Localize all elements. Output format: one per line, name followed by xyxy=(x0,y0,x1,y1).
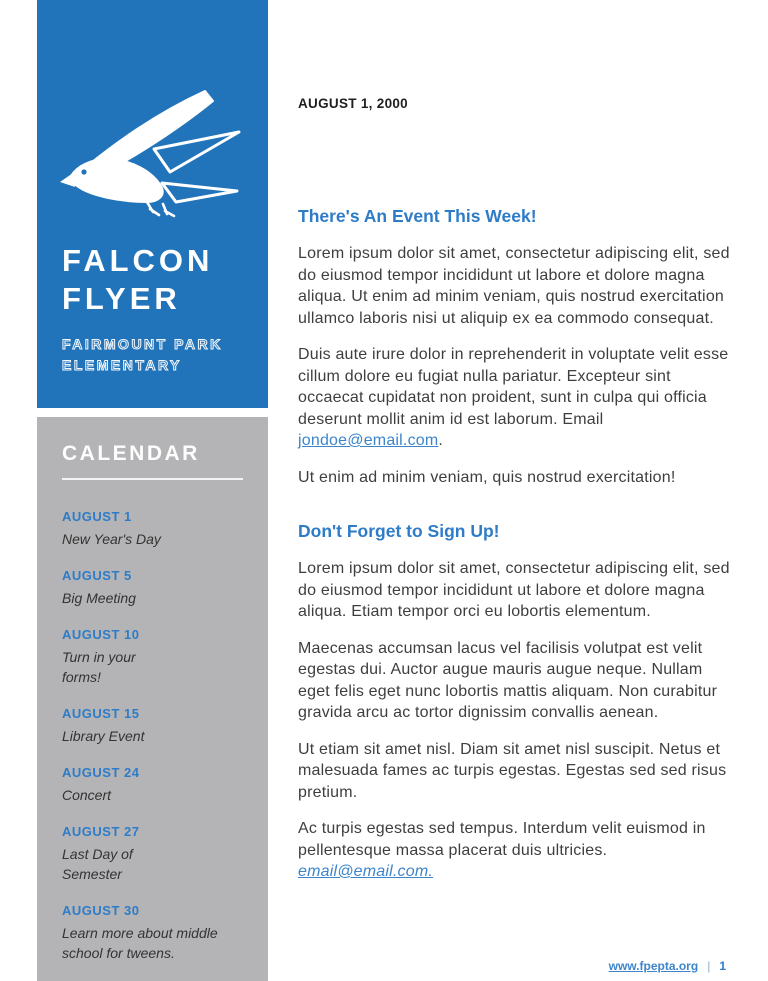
paragraph: Lorem ipsum dolor sit amet, consectetur adipiscing elit, sed do eiusmod tempor incididunt ut labore et dolore magna aliqua. Ut enim ad minim veniam, quis nostrud exercitation ullamco laboris nisi ut aliquip ex ea commodo consequat. xyxy=(298,245,730,327)
school-name xyxy=(37,334,268,376)
calendar-event xyxy=(62,706,243,746)
calendar-event xyxy=(62,509,243,549)
school-name-line2: ELEMENTARY xyxy=(62,357,182,373)
event-date: AUGUST 5 xyxy=(62,568,132,583)
paragraph: Maecenas accumsan lacus vel facilisis volutpat est velit egestas dui. Auctor augue mauris augue neque. Nullam eget felis eget nunc lobortis mattis aliquam. Non curabitur gravida arcu ac tortor dignissim convallis aenean. xyxy=(298,639,718,721)
event-date: AUGUST 27 xyxy=(62,824,140,839)
calendar-event xyxy=(62,568,243,608)
event-date: AUGUST 24 xyxy=(62,765,140,780)
calendar-panel xyxy=(37,417,268,981)
paragraph-text: Duis aute irure dolor in reprehenderit in voluptate velit esse cillum dolore eu fugiat nulla pariatur. Excepteur sint occaecat cupidatat non proident, sunt in culpa qui officia deserunt mollit anim id est laborum. Email xyxy=(298,346,729,428)
calendar-event xyxy=(62,765,243,805)
sidebar xyxy=(37,0,268,977)
event-description: New Year's Day xyxy=(62,531,161,547)
paragraph-with-email xyxy=(298,344,738,452)
calendar-events xyxy=(62,509,243,963)
newsletter-title xyxy=(37,242,268,318)
calendar-event xyxy=(62,824,243,884)
calendar-event xyxy=(62,627,243,687)
calendar-event xyxy=(62,903,243,963)
paragraph: Ut enim ad minim veniam, quis nostrud exercitation! xyxy=(298,468,676,486)
footer-separator: | xyxy=(707,959,711,973)
event-date: AUGUST 30 xyxy=(62,903,140,918)
event-description: Big Meeting xyxy=(62,590,136,606)
event-date: AUGUST 15 xyxy=(62,706,140,721)
paragraph: Ut etiam sit amet nisl. Diam sit amet nisl suscipit. Netus et malesuada fames ac turpis egestas. Egestas sed sed risus pretium. xyxy=(298,740,727,801)
section-heading-sign-up: Don't Forget to Sign Up! xyxy=(298,521,500,541)
email-link-jondoe[interactable]: jondoe@email.com xyxy=(298,432,439,449)
calendar-heading: CALENDAR xyxy=(62,442,200,465)
school-name-line1: FAIRMOUNT PARK xyxy=(62,336,223,352)
section-heading-event-this-week: There's An Event This Week! xyxy=(298,206,537,226)
paragraph-text: Ac turpis egestas sed tempus. Interdum velit euismod in pellentesque massa placerat duis ultricies. xyxy=(298,820,706,859)
newsletter-title-line1: FALCON xyxy=(62,243,214,278)
event-description: Turn in your forms! xyxy=(62,649,136,685)
paragraph-with-email xyxy=(298,818,738,883)
event-date: AUGUST 1 xyxy=(62,509,132,524)
email-link-generic[interactable]: email@email.com. xyxy=(298,863,434,880)
brand-panel xyxy=(37,0,268,408)
event-description: Learn more about middle school for tweens. xyxy=(62,925,218,961)
event-description: Last Day of Semester xyxy=(62,846,133,882)
calendar-underline xyxy=(62,478,243,480)
falcon-logo-icon xyxy=(57,80,249,230)
newsletter-title-line2: FLYER xyxy=(62,281,181,316)
event-description: Concert xyxy=(62,787,112,803)
paragraph-text: . xyxy=(438,432,444,449)
article-column xyxy=(298,0,738,883)
page-footer xyxy=(609,959,726,973)
page-number: 1 xyxy=(719,959,726,973)
issue-date: AUGUST 1, 2000 xyxy=(298,96,408,111)
sidebar-divider-gap xyxy=(37,408,268,417)
event-date: AUGUST 10 xyxy=(62,627,140,642)
website-link[interactable]: www.fpepta.org xyxy=(608,959,699,973)
paragraph: Lorem ipsum dolor sit amet, consectetur adipiscing elit, sed do eiusmod tempor incididunt ut labore et dolore magna aliqua. Etiam tempor orci eu lobortis elementum. xyxy=(298,560,730,620)
event-description: Library Event xyxy=(62,728,145,744)
